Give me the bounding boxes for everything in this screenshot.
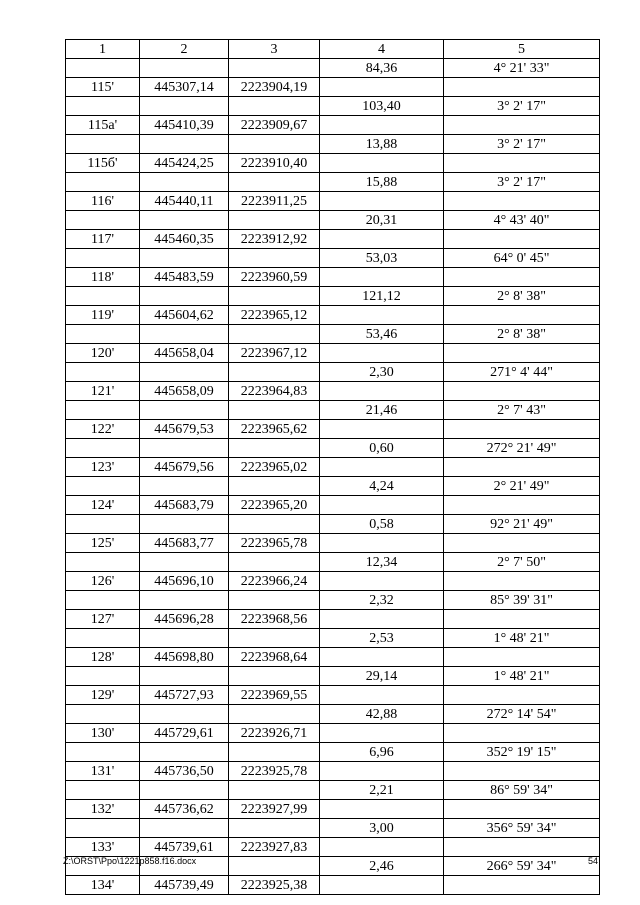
table-row <box>66 838 600 857</box>
cell-bearing <box>444 192 600 211</box>
cell-distance: 29,14 <box>320 667 444 686</box>
cell-distance <box>320 686 444 705</box>
table-row <box>66 781 600 800</box>
cell-point-name <box>66 667 140 686</box>
cell-distance: 121,12 <box>320 287 444 306</box>
cell-y-coordinate: 2223968,56 <box>229 610 320 629</box>
table-row <box>66 135 600 154</box>
table-row <box>66 553 600 572</box>
cell-x-coordinate <box>140 591 229 610</box>
cell-y-coordinate: 2223966,24 <box>229 572 320 591</box>
cell-bearing <box>444 800 600 819</box>
table-row <box>66 515 600 534</box>
footer-page-number: 54 <box>587 856 598 866</box>
cell-bearing: 1° 48' 21" <box>444 667 600 686</box>
cell-bearing <box>444 458 600 477</box>
cell-distance: 2,30 <box>320 363 444 382</box>
cell-bearing <box>444 762 600 781</box>
cell-x-coordinate <box>140 401 229 420</box>
cell-distance <box>320 458 444 477</box>
cell-point-name: 131' <box>66 762 140 781</box>
cell-y-coordinate: 2223965,12 <box>229 306 320 325</box>
cell-bearing: 1° 48' 21" <box>444 629 600 648</box>
table-row <box>66 173 600 192</box>
cell-bearing: 3° 2' 17" <box>444 173 600 192</box>
table-row <box>66 306 600 325</box>
cell-x-coordinate: 445727,93 <box>140 686 229 705</box>
cell-point-name: 134' <box>66 876 140 895</box>
table-row <box>66 572 600 591</box>
cell-bearing <box>444 306 600 325</box>
cell-x-coordinate: 445483,59 <box>140 268 229 287</box>
cell-point-name <box>66 781 140 800</box>
table-row <box>66 705 600 724</box>
cell-y-coordinate: 2223965,62 <box>229 420 320 439</box>
table-row <box>66 59 600 78</box>
table-row <box>66 667 600 686</box>
cell-y-coordinate: 2223969,55 <box>229 686 320 705</box>
cell-distance <box>320 344 444 363</box>
cell-bearing: 271° 4' 44" <box>444 363 600 382</box>
cell-y-coordinate <box>229 743 320 762</box>
cell-bearing <box>444 344 600 363</box>
cell-x-coordinate <box>140 705 229 724</box>
cell-bearing <box>444 116 600 135</box>
table-row <box>66 743 600 762</box>
table-row <box>66 534 600 553</box>
cell-y-coordinate <box>229 135 320 154</box>
cell-bearing: 92° 21' 49" <box>444 515 600 534</box>
cell-distance <box>320 876 444 895</box>
cell-bearing: 4° 21' 33" <box>444 59 600 78</box>
cell-x-coordinate <box>140 135 229 154</box>
cell-y-coordinate: 2223911,25 <box>229 192 320 211</box>
cell-point-name: 117' <box>66 230 140 249</box>
cell-x-coordinate: 445698,80 <box>140 648 229 667</box>
cell-bearing: 2° 7' 50" <box>444 553 600 572</box>
cell-distance: 13,88 <box>320 135 444 154</box>
coordinates-table <box>65 39 600 895</box>
cell-y-coordinate <box>229 401 320 420</box>
cell-distance <box>320 382 444 401</box>
cell-x-coordinate: 445424,25 <box>140 154 229 173</box>
cell-x-coordinate <box>140 477 229 496</box>
table-row <box>66 211 600 230</box>
cell-point-name <box>66 287 140 306</box>
header-col-2: 2 <box>140 40 229 59</box>
header-col-5: 5 <box>444 40 600 59</box>
cell-x-coordinate: 445658,09 <box>140 382 229 401</box>
cell-x-coordinate: 445683,79 <box>140 496 229 515</box>
cell-y-coordinate: 2223912,92 <box>229 230 320 249</box>
cell-point-name <box>66 59 140 78</box>
cell-x-coordinate <box>140 363 229 382</box>
cell-x-coordinate <box>140 173 229 192</box>
cell-x-coordinate: 445683,77 <box>140 534 229 553</box>
cell-distance: 4,24 <box>320 477 444 496</box>
cell-y-coordinate <box>229 211 320 230</box>
cell-bearing: 2° 7' 43" <box>444 401 600 420</box>
cell-point-name: 121' <box>66 382 140 401</box>
cell-y-coordinate: 2223964,83 <box>229 382 320 401</box>
cell-distance: 53,46 <box>320 325 444 344</box>
cell-x-coordinate: 445307,14 <box>140 78 229 97</box>
cell-x-coordinate: 445736,50 <box>140 762 229 781</box>
cell-bearing <box>444 686 600 705</box>
table-row <box>66 800 600 819</box>
cell-point-name: 126' <box>66 572 140 591</box>
cell-point-name <box>66 705 140 724</box>
table-row <box>66 420 600 439</box>
cell-distance <box>320 762 444 781</box>
cell-bearing: 86° 59' 34" <box>444 781 600 800</box>
cell-distance: 84,36 <box>320 59 444 78</box>
cell-distance: 12,34 <box>320 553 444 572</box>
cell-bearing <box>444 230 600 249</box>
cell-distance <box>320 838 444 857</box>
cell-bearing <box>444 382 600 401</box>
cell-x-coordinate <box>140 287 229 306</box>
table-row <box>66 401 600 420</box>
cell-point-name: 119' <box>66 306 140 325</box>
cell-point-name <box>66 743 140 762</box>
header-col-4: 4 <box>320 40 444 59</box>
cell-distance <box>320 78 444 97</box>
table-row <box>66 876 600 895</box>
cell-x-coordinate: 445729,61 <box>140 724 229 743</box>
cell-point-name: 125' <box>66 534 140 553</box>
cell-distance <box>320 648 444 667</box>
cell-distance: 2,32 <box>320 591 444 610</box>
cell-point-name: 130' <box>66 724 140 743</box>
cell-x-coordinate <box>140 97 229 116</box>
cell-distance: 15,88 <box>320 173 444 192</box>
cell-distance <box>320 572 444 591</box>
table-row <box>66 477 600 496</box>
cell-y-coordinate: 2223965,20 <box>229 496 320 515</box>
table-row <box>66 648 600 667</box>
cell-bearing: 3° 2' 17" <box>444 135 600 154</box>
cell-point-name <box>66 401 140 420</box>
table-body <box>66 59 600 895</box>
table-row <box>66 344 600 363</box>
cell-x-coordinate: 445739,49 <box>140 876 229 895</box>
cell-x-coordinate <box>140 667 229 686</box>
table-row <box>66 325 600 344</box>
cell-point-name <box>66 363 140 382</box>
table-row <box>66 192 600 211</box>
cell-bearing: 2° 8' 38" <box>444 287 600 306</box>
cell-y-coordinate: 2223925,78 <box>229 762 320 781</box>
cell-y-coordinate <box>229 629 320 648</box>
cell-y-coordinate <box>229 439 320 458</box>
table-row <box>66 287 600 306</box>
cell-x-coordinate: 445604,62 <box>140 306 229 325</box>
table-row <box>66 819 600 838</box>
cell-point-name <box>66 439 140 458</box>
cell-x-coordinate: 445658,04 <box>140 344 229 363</box>
cell-bearing: 352° 19' 15" <box>444 743 600 762</box>
cell-y-coordinate: 2223927,83 <box>229 838 320 857</box>
cell-bearing <box>444 496 600 515</box>
cell-bearing <box>444 268 600 287</box>
table-row <box>66 496 600 515</box>
cell-bearing: 2° 8' 38" <box>444 325 600 344</box>
cell-y-coordinate <box>229 667 320 686</box>
cell-x-coordinate: 445679,56 <box>140 458 229 477</box>
cell-distance <box>320 268 444 287</box>
cell-x-coordinate <box>140 743 229 762</box>
header-col-1: 1 <box>66 40 140 59</box>
cell-x-coordinate <box>140 59 229 78</box>
table-row <box>66 230 600 249</box>
cell-distance: 20,31 <box>320 211 444 230</box>
cell-point-name: 124' <box>66 496 140 515</box>
cell-y-coordinate <box>229 325 320 344</box>
cell-bearing <box>444 78 600 97</box>
cell-x-coordinate <box>140 211 229 230</box>
cell-bearing <box>444 876 600 895</box>
cell-point-name: 115б' <box>66 154 140 173</box>
cell-point-name <box>66 515 140 534</box>
cell-x-coordinate <box>140 249 229 268</box>
table-row <box>66 249 600 268</box>
cell-bearing: 266° 59' 34" <box>444 857 600 876</box>
cell-x-coordinate: 445696,10 <box>140 572 229 591</box>
cell-point-name: 127' <box>66 610 140 629</box>
cell-point-name <box>66 553 140 572</box>
cell-distance: 103,40 <box>320 97 444 116</box>
cell-distance <box>320 534 444 553</box>
cell-point-name <box>66 629 140 648</box>
cell-y-coordinate: 2223960,59 <box>229 268 320 287</box>
cell-y-coordinate: 2223968,64 <box>229 648 320 667</box>
table-row <box>66 724 600 743</box>
cell-point-name: 123' <box>66 458 140 477</box>
cell-x-coordinate: 445410,39 <box>140 116 229 135</box>
header-row <box>66 40 600 59</box>
cell-y-coordinate: 2223926,71 <box>229 724 320 743</box>
cell-distance: 2,21 <box>320 781 444 800</box>
table-row <box>66 116 600 135</box>
table-row <box>66 458 600 477</box>
cell-point-name <box>66 249 140 268</box>
cell-y-coordinate: 2223925,38 <box>229 876 320 895</box>
table-row <box>66 686 600 705</box>
cell-y-coordinate <box>229 363 320 382</box>
cell-distance <box>320 154 444 173</box>
cell-distance: 3,00 <box>320 819 444 838</box>
cell-y-coordinate: 2223965,02 <box>229 458 320 477</box>
table-row <box>66 382 600 401</box>
cell-point-name <box>66 819 140 838</box>
cell-bearing: 3° 2' 17" <box>444 97 600 116</box>
cell-bearing <box>444 572 600 591</box>
cell-x-coordinate <box>140 781 229 800</box>
cell-bearing: 272° 14' 54" <box>444 705 600 724</box>
table-row <box>66 629 600 648</box>
table-row <box>66 439 600 458</box>
cell-distance: 2,53 <box>320 629 444 648</box>
cell-distance: 6,96 <box>320 743 444 762</box>
cell-point-name <box>66 173 140 192</box>
table-header <box>66 40 600 59</box>
cell-y-coordinate <box>229 553 320 572</box>
cell-y-coordinate: 2223965,78 <box>229 534 320 553</box>
table-row <box>66 591 600 610</box>
cell-distance <box>320 420 444 439</box>
cell-bearing <box>444 610 600 629</box>
cell-bearing: 272° 21' 49" <box>444 439 600 458</box>
table-row <box>66 97 600 116</box>
cell-bearing <box>444 648 600 667</box>
cell-x-coordinate <box>140 553 229 572</box>
cell-point-name: 132' <box>66 800 140 819</box>
header-col-3: 3 <box>229 40 320 59</box>
cell-bearing <box>444 154 600 173</box>
cell-y-coordinate <box>229 477 320 496</box>
cell-bearing: 64° 0' 45" <box>444 249 600 268</box>
cell-bearing <box>444 838 600 857</box>
cell-x-coordinate: 445460,35 <box>140 230 229 249</box>
cell-bearing: 4° 43' 40" <box>444 211 600 230</box>
cell-y-coordinate: 2223967,12 <box>229 344 320 363</box>
cell-x-coordinate: 445736,62 <box>140 800 229 819</box>
cell-point-name: 129' <box>66 686 140 705</box>
footer-file-path: Z:\ORST\Ppo\1221p858.f16.docx <box>63 856 197 866</box>
cell-point-name: 122' <box>66 420 140 439</box>
cell-distance <box>320 192 444 211</box>
cell-y-coordinate <box>229 249 320 268</box>
cell-bearing <box>444 534 600 553</box>
cell-point-name: 118' <box>66 268 140 287</box>
cell-distance: 0,60 <box>320 439 444 458</box>
cell-y-coordinate <box>229 515 320 534</box>
cell-distance <box>320 306 444 325</box>
cell-point-name <box>66 135 140 154</box>
cell-x-coordinate: 445440,11 <box>140 192 229 211</box>
cell-y-coordinate <box>229 59 320 78</box>
table-row <box>66 610 600 629</box>
cell-y-coordinate: 2223910,40 <box>229 154 320 173</box>
cell-point-name: 128' <box>66 648 140 667</box>
cell-bearing <box>444 420 600 439</box>
cell-point-name: 116' <box>66 192 140 211</box>
cell-bearing <box>444 724 600 743</box>
cell-distance: 0,58 <box>320 515 444 534</box>
cell-point-name: 115' <box>66 78 140 97</box>
cell-y-coordinate <box>229 287 320 306</box>
cell-distance <box>320 724 444 743</box>
cell-y-coordinate <box>229 705 320 724</box>
cell-distance <box>320 800 444 819</box>
cell-point-name <box>66 211 140 230</box>
cell-distance: 21,46 <box>320 401 444 420</box>
cell-x-coordinate <box>140 819 229 838</box>
cell-point-name: 133' <box>66 838 140 857</box>
cell-y-coordinate <box>229 97 320 116</box>
cell-x-coordinate: 445679,53 <box>140 420 229 439</box>
cell-y-coordinate: 2223909,67 <box>229 116 320 135</box>
table-row <box>66 154 600 173</box>
cell-distance <box>320 496 444 515</box>
cell-bearing: 356° 59' 34" <box>444 819 600 838</box>
cell-x-coordinate <box>140 325 229 344</box>
cell-point-name <box>66 591 140 610</box>
cell-y-coordinate <box>229 857 320 876</box>
cell-y-coordinate <box>229 781 320 800</box>
cell-point-name: 115a' <box>66 116 140 135</box>
cell-x-coordinate <box>140 439 229 458</box>
cell-bearing: 85° 39' 31" <box>444 591 600 610</box>
cell-y-coordinate: 2223904,19 <box>229 78 320 97</box>
cell-x-coordinate <box>140 629 229 648</box>
cell-distance <box>320 230 444 249</box>
cell-y-coordinate <box>229 591 320 610</box>
table-row <box>66 762 600 781</box>
cell-point-name: 120' <box>66 344 140 363</box>
cell-distance: 42,88 <box>320 705 444 724</box>
cell-point-name <box>66 325 140 344</box>
cell-distance <box>320 610 444 629</box>
cell-y-coordinate <box>229 819 320 838</box>
table-row <box>66 268 600 287</box>
cell-x-coordinate: 445739,61 <box>140 838 229 857</box>
cell-y-coordinate: 2223927,99 <box>229 800 320 819</box>
cell-point-name <box>66 477 140 496</box>
cell-x-coordinate <box>140 515 229 534</box>
table-row <box>66 363 600 382</box>
cell-y-coordinate <box>229 173 320 192</box>
cell-distance: 2,46 <box>320 857 444 876</box>
table-row <box>66 78 600 97</box>
cell-distance <box>320 116 444 135</box>
cell-bearing: 2° 21' 49" <box>444 477 600 496</box>
cell-point-name <box>66 97 140 116</box>
cell-distance: 53,03 <box>320 249 444 268</box>
cell-x-coordinate: 445696,28 <box>140 610 229 629</box>
